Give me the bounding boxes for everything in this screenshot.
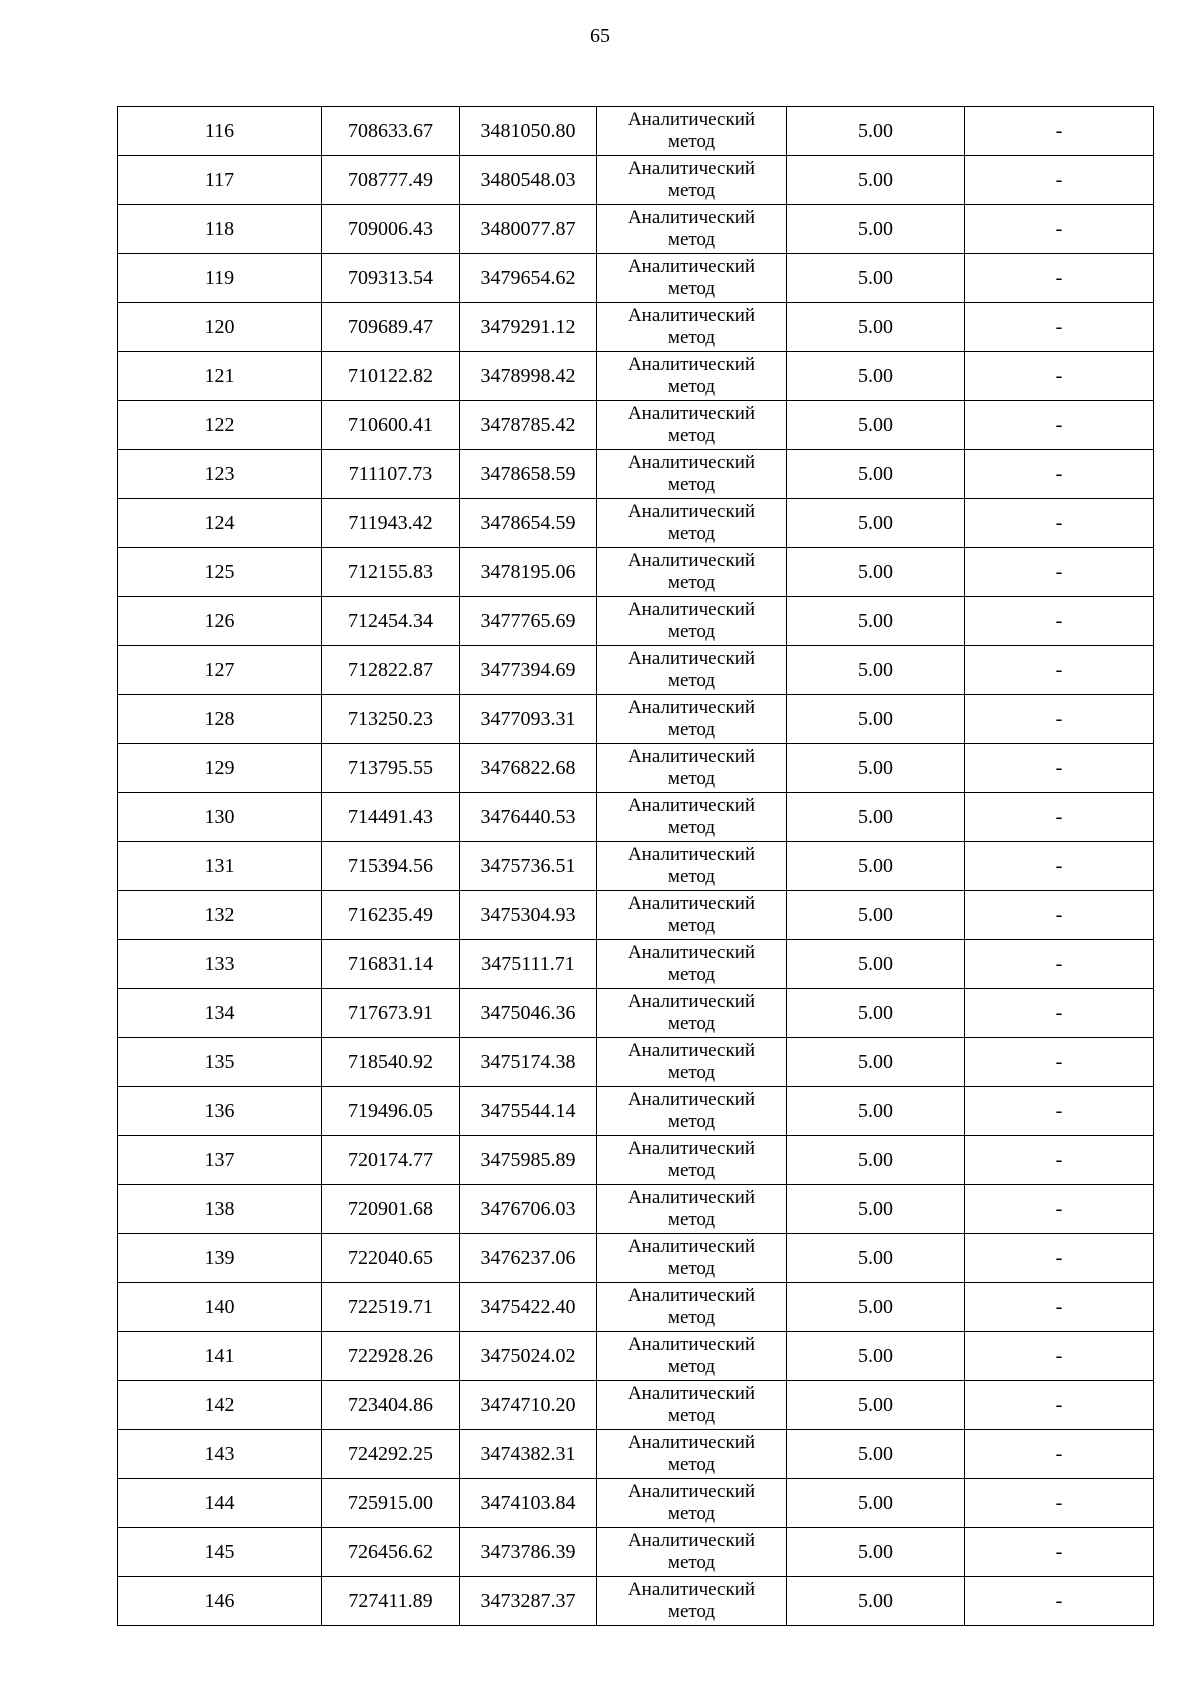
accuracy-cell: 5.00: [787, 1332, 965, 1381]
table-row: [118, 793, 1154, 842]
note-cell: -: [965, 695, 1154, 744]
method-cell: [597, 989, 787, 1038]
note-cell: -: [965, 1381, 1154, 1430]
accuracy-cell: 5.00: [787, 352, 965, 401]
method-line-2: метод: [667, 768, 716, 789]
accuracy-cell: 5.00: [787, 254, 965, 303]
x-coordinate-cell: 711107.73: [322, 450, 460, 499]
x-coordinate-cell: 708633.67: [322, 107, 460, 156]
table-row: [118, 1038, 1154, 1087]
note-cell: -: [965, 646, 1154, 695]
table-row: [118, 1185, 1154, 1234]
table-row: [118, 1087, 1154, 1136]
method-line-2: метод: [667, 327, 716, 348]
method-cell: [597, 1577, 787, 1626]
note-cell: -: [965, 401, 1154, 450]
method-line-1: Аналитический: [627, 1432, 756, 1453]
x-coordinate-cell: 714491.43: [322, 793, 460, 842]
x-coordinate-cell: 720174.77: [322, 1136, 460, 1185]
accuracy-cell: 5.00: [787, 1430, 965, 1479]
note-cell: -: [965, 1087, 1154, 1136]
note-cell: -: [965, 597, 1154, 646]
method-cell: [597, 1087, 787, 1136]
point-number-cell: 141: [118, 1332, 322, 1381]
accuracy-cell: 5.00: [787, 989, 965, 1038]
table-row: [118, 548, 1154, 597]
method-line-1: Аналитический: [627, 746, 756, 767]
method-cell: [597, 450, 787, 499]
table-row: [118, 156, 1154, 205]
table-row: [118, 254, 1154, 303]
method-cell: [597, 1528, 787, 1577]
method-line-2: метод: [667, 621, 716, 642]
y-coordinate-cell: 3478654.59: [460, 499, 597, 548]
x-coordinate-cell: 722928.26: [322, 1332, 460, 1381]
y-coordinate-cell: 3479654.62: [460, 254, 597, 303]
point-number-cell: 127: [118, 646, 322, 695]
point-number-cell: 123: [118, 450, 322, 499]
point-number-cell: 116: [118, 107, 322, 156]
y-coordinate-cell: 3477394.69: [460, 646, 597, 695]
y-coordinate-cell: 3475046.36: [460, 989, 597, 1038]
method-line-1: Аналитический: [627, 991, 756, 1012]
coordinates-table-body: [118, 107, 1154, 1626]
method-cell: [597, 254, 787, 303]
method-line-2: метод: [667, 1356, 716, 1377]
accuracy-cell: 5.00: [787, 1087, 965, 1136]
method-line-2: метод: [667, 866, 716, 887]
page-number: 65: [590, 25, 610, 47]
method-cell: [597, 1283, 787, 1332]
table-row: [118, 303, 1154, 352]
y-coordinate-cell: 3473786.39: [460, 1528, 597, 1577]
y-coordinate-cell: 3475024.02: [460, 1332, 597, 1381]
x-coordinate-cell: 715394.56: [322, 842, 460, 891]
method-line-2: метод: [667, 1258, 716, 1279]
note-cell: -: [965, 1038, 1154, 1087]
method-line-1: Аналитический: [627, 1334, 756, 1355]
accuracy-cell: 5.00: [787, 548, 965, 597]
method-line-2: метод: [667, 523, 716, 544]
accuracy-cell: 5.00: [787, 499, 965, 548]
y-coordinate-cell: 3475422.40: [460, 1283, 597, 1332]
x-coordinate-cell: 713250.23: [322, 695, 460, 744]
point-number-cell: 129: [118, 744, 322, 793]
method-line-1: Аналитический: [627, 1138, 756, 1159]
y-coordinate-cell: 3474382.31: [460, 1430, 597, 1479]
table-row: [118, 891, 1154, 940]
note-cell: -: [965, 842, 1154, 891]
table-row: [118, 989, 1154, 1038]
table-row: [118, 940, 1154, 989]
y-coordinate-cell: 3476440.53: [460, 793, 597, 842]
method-cell: [597, 499, 787, 548]
x-coordinate-cell: 725915.00: [322, 1479, 460, 1528]
method-line-2: метод: [667, 670, 716, 691]
table-row: [118, 695, 1154, 744]
point-number-cell: 142: [118, 1381, 322, 1430]
point-number-cell: 124: [118, 499, 322, 548]
method-line-2: метод: [667, 1111, 716, 1132]
method-line-2: метод: [667, 817, 716, 838]
x-coordinate-cell: 723404.86: [322, 1381, 460, 1430]
accuracy-cell: 5.00: [787, 842, 965, 891]
method-line-2: метод: [667, 1503, 716, 1524]
point-number-cell: 144: [118, 1479, 322, 1528]
point-number-cell: 122: [118, 401, 322, 450]
method-line-1: Аналитический: [627, 1579, 756, 1600]
method-line-2: метод: [667, 1013, 716, 1034]
note-cell: -: [965, 1283, 1154, 1332]
point-number-cell: 143: [118, 1430, 322, 1479]
table-row: [118, 1528, 1154, 1577]
accuracy-cell: 5.00: [787, 156, 965, 205]
method-cell: [597, 401, 787, 450]
note-cell: -: [965, 1332, 1154, 1381]
point-number-cell: 131: [118, 842, 322, 891]
method-line-1: Аналитический: [627, 1383, 756, 1404]
y-coordinate-cell: 3475985.89: [460, 1136, 597, 1185]
note-cell: -: [965, 940, 1154, 989]
method-line-1: Аналитический: [627, 648, 756, 669]
table-row: [118, 744, 1154, 793]
note-cell: -: [965, 254, 1154, 303]
point-number-cell: 146: [118, 1577, 322, 1626]
accuracy-cell: 5.00: [787, 1185, 965, 1234]
table-row: [118, 646, 1154, 695]
accuracy-cell: 5.00: [787, 793, 965, 842]
y-coordinate-cell: 3474103.84: [460, 1479, 597, 1528]
method-cell: [597, 107, 787, 156]
coordinates-table: [117, 106, 1154, 1626]
method-cell: [597, 352, 787, 401]
table-row: [118, 1577, 1154, 1626]
x-coordinate-cell: 709313.54: [322, 254, 460, 303]
method-line-2: метод: [667, 1160, 716, 1181]
point-number-cell: 119: [118, 254, 322, 303]
method-line-2: метод: [667, 1209, 716, 1230]
point-number-cell: 132: [118, 891, 322, 940]
method-line-1: Аналитический: [627, 942, 756, 963]
method-line-2: метод: [667, 572, 716, 593]
x-coordinate-cell: 712822.87: [322, 646, 460, 695]
accuracy-cell: 5.00: [787, 1381, 965, 1430]
y-coordinate-cell: 3477765.69: [460, 597, 597, 646]
method-line-1: Аналитический: [627, 893, 756, 914]
table-row: [118, 205, 1154, 254]
table-row: [118, 401, 1154, 450]
method-cell: [597, 1381, 787, 1430]
method-cell: [597, 646, 787, 695]
y-coordinate-cell: 3476237.06: [460, 1234, 597, 1283]
accuracy-cell: 5.00: [787, 1528, 965, 1577]
point-number-cell: 128: [118, 695, 322, 744]
note-cell: -: [965, 450, 1154, 499]
method-cell: [597, 1479, 787, 1528]
method-cell: [597, 744, 787, 793]
note-cell: -: [965, 1479, 1154, 1528]
method-line-2: метод: [667, 425, 716, 446]
method-cell: [597, 156, 787, 205]
accuracy-cell: 5.00: [787, 1234, 965, 1283]
method-line-1: Аналитический: [627, 1089, 756, 1110]
accuracy-cell: 5.00: [787, 205, 965, 254]
y-coordinate-cell: 3473287.37: [460, 1577, 597, 1626]
x-coordinate-cell: 713795.55: [322, 744, 460, 793]
method-cell: [597, 891, 787, 940]
point-number-cell: 117: [118, 156, 322, 205]
accuracy-cell: 5.00: [787, 1577, 965, 1626]
x-coordinate-cell: 722519.71: [322, 1283, 460, 1332]
x-coordinate-cell: 710600.41: [322, 401, 460, 450]
table-row: [118, 842, 1154, 891]
note-cell: -: [965, 352, 1154, 401]
method-cell: [597, 842, 787, 891]
method-line-1: Аналитический: [627, 403, 756, 424]
y-coordinate-cell: 3478998.42: [460, 352, 597, 401]
point-number-cell: 134: [118, 989, 322, 1038]
method-line-2: метод: [667, 278, 716, 299]
method-line-2: метод: [667, 229, 716, 250]
method-line-1: Аналитический: [627, 697, 756, 718]
y-coordinate-cell: 3475544.14: [460, 1087, 597, 1136]
note-cell: -: [965, 744, 1154, 793]
note-cell: -: [965, 1185, 1154, 1234]
x-coordinate-cell: 718540.92: [322, 1038, 460, 1087]
method-cell: [597, 1038, 787, 1087]
method-line-2: метод: [667, 915, 716, 936]
point-number-cell: 120: [118, 303, 322, 352]
accuracy-cell: 5.00: [787, 940, 965, 989]
method-line-1: Аналитический: [627, 1187, 756, 1208]
accuracy-cell: 5.00: [787, 450, 965, 499]
method-line-1: Аналитический: [627, 550, 756, 571]
table-row: [118, 1430, 1154, 1479]
accuracy-cell: 5.00: [787, 1283, 965, 1332]
method-line-2: метод: [667, 964, 716, 985]
x-coordinate-cell: 716235.49: [322, 891, 460, 940]
accuracy-cell: 5.00: [787, 1038, 965, 1087]
method-line-2: метод: [667, 180, 716, 201]
table-row: [118, 499, 1154, 548]
y-coordinate-cell: 3478658.59: [460, 450, 597, 499]
method-line-1: Аналитический: [627, 452, 756, 473]
y-coordinate-cell: 3476706.03: [460, 1185, 597, 1234]
accuracy-cell: 5.00: [787, 597, 965, 646]
y-coordinate-cell: 3478195.06: [460, 548, 597, 597]
method-line-1: Аналитический: [627, 795, 756, 816]
method-line-1: Аналитический: [627, 1040, 756, 1061]
method-cell: [597, 548, 787, 597]
note-cell: -: [965, 548, 1154, 597]
x-coordinate-cell: 720901.68: [322, 1185, 460, 1234]
method-cell: [597, 695, 787, 744]
point-number-cell: 126: [118, 597, 322, 646]
method-line-2: метод: [667, 1405, 716, 1426]
accuracy-cell: 5.00: [787, 107, 965, 156]
x-coordinate-cell: 711943.42: [322, 499, 460, 548]
note-cell: -: [965, 205, 1154, 254]
method-cell: [597, 793, 787, 842]
method-line-1: Аналитический: [627, 1481, 756, 1502]
point-number-cell: 125: [118, 548, 322, 597]
x-coordinate-cell: 722040.65: [322, 1234, 460, 1283]
point-number-cell: 130: [118, 793, 322, 842]
accuracy-cell: 5.00: [787, 646, 965, 695]
method-line-2: метод: [667, 1454, 716, 1475]
method-cell: [597, 205, 787, 254]
x-coordinate-cell: 708777.49: [322, 156, 460, 205]
y-coordinate-cell: 3479291.12: [460, 303, 597, 352]
y-coordinate-cell: 3474710.20: [460, 1381, 597, 1430]
note-cell: -: [965, 989, 1154, 1038]
accuracy-cell: 5.00: [787, 401, 965, 450]
table-row: [118, 1234, 1154, 1283]
method-cell: [597, 303, 787, 352]
note-cell: -: [965, 499, 1154, 548]
method-line-1: Аналитический: [627, 844, 756, 865]
method-line-1: Аналитический: [627, 1236, 756, 1257]
x-coordinate-cell: 724292.25: [322, 1430, 460, 1479]
method-line-2: метод: [667, 1601, 716, 1622]
table-row: [118, 352, 1154, 401]
point-number-cell: 138: [118, 1185, 322, 1234]
note-cell: -: [965, 1430, 1154, 1479]
y-coordinate-cell: 3475111.71: [460, 940, 597, 989]
table-row: [118, 1283, 1154, 1332]
x-coordinate-cell: 709006.43: [322, 205, 460, 254]
x-coordinate-cell: 712155.83: [322, 548, 460, 597]
y-coordinate-cell: 3480077.87: [460, 205, 597, 254]
y-coordinate-cell: 3475736.51: [460, 842, 597, 891]
method-line-2: метод: [667, 131, 716, 152]
note-cell: -: [965, 891, 1154, 940]
method-cell: [597, 1332, 787, 1381]
note-cell: -: [965, 107, 1154, 156]
method-line-1: Аналитический: [627, 207, 756, 228]
table-row: [118, 1136, 1154, 1185]
note-cell: -: [965, 156, 1154, 205]
method-cell: [597, 1234, 787, 1283]
method-line-1: Аналитический: [627, 1530, 756, 1551]
method-line-2: метод: [667, 1307, 716, 1328]
point-number-cell: 118: [118, 205, 322, 254]
point-number-cell: 121: [118, 352, 322, 401]
y-coordinate-cell: 3476822.68: [460, 744, 597, 793]
note-cell: -: [965, 303, 1154, 352]
method-line-2: метод: [667, 1062, 716, 1083]
accuracy-cell: 5.00: [787, 1479, 965, 1528]
x-coordinate-cell: 710122.82: [322, 352, 460, 401]
point-number-cell: 145: [118, 1528, 322, 1577]
note-cell: -: [965, 1528, 1154, 1577]
accuracy-cell: 5.00: [787, 744, 965, 793]
accuracy-cell: 5.00: [787, 303, 965, 352]
y-coordinate-cell: 3477093.31: [460, 695, 597, 744]
method-line-1: Аналитический: [627, 1285, 756, 1306]
method-line-1: Аналитический: [627, 256, 756, 277]
y-coordinate-cell: 3475304.93: [460, 891, 597, 940]
method-line-2: метод: [667, 376, 716, 397]
point-number-cell: 133: [118, 940, 322, 989]
point-number-cell: 137: [118, 1136, 322, 1185]
method-cell: [597, 1136, 787, 1185]
method-line-1: Аналитический: [627, 109, 756, 130]
method-cell: [597, 940, 787, 989]
y-coordinate-cell: 3480548.03: [460, 156, 597, 205]
note-cell: -: [965, 1234, 1154, 1283]
method-line-1: Аналитический: [627, 599, 756, 620]
accuracy-cell: 5.00: [787, 891, 965, 940]
table-row: [118, 1381, 1154, 1430]
table-row: [118, 107, 1154, 156]
x-coordinate-cell: 719496.05: [322, 1087, 460, 1136]
y-coordinate-cell: 3481050.80: [460, 107, 597, 156]
table-row: [118, 1479, 1154, 1528]
point-number-cell: 139: [118, 1234, 322, 1283]
table-row: [118, 597, 1154, 646]
y-coordinate-cell: 3478785.42: [460, 401, 597, 450]
point-number-cell: 140: [118, 1283, 322, 1332]
note-cell: -: [965, 1136, 1154, 1185]
accuracy-cell: 5.00: [787, 1136, 965, 1185]
method-line-2: метод: [667, 1552, 716, 1573]
table-row: [118, 1332, 1154, 1381]
x-coordinate-cell: 712454.34: [322, 597, 460, 646]
method-cell: [597, 597, 787, 646]
x-coordinate-cell: 727411.89: [322, 1577, 460, 1626]
method-line-1: Аналитический: [627, 501, 756, 522]
x-coordinate-cell: 709689.47: [322, 303, 460, 352]
x-coordinate-cell: 717673.91: [322, 989, 460, 1038]
note-cell: -: [965, 1577, 1154, 1626]
table-row: [118, 450, 1154, 499]
point-number-cell: 135: [118, 1038, 322, 1087]
method-line-1: Аналитический: [627, 354, 756, 375]
note-cell: -: [965, 793, 1154, 842]
x-coordinate-cell: 726456.62: [322, 1528, 460, 1577]
point-number-cell: 136: [118, 1087, 322, 1136]
method-cell: [597, 1430, 787, 1479]
y-coordinate-cell: 3475174.38: [460, 1038, 597, 1087]
x-coordinate-cell: 716831.14: [322, 940, 460, 989]
method-line-1: Аналитический: [627, 158, 756, 179]
method-line-1: Аналитический: [627, 305, 756, 326]
method-line-2: метод: [667, 474, 716, 495]
method-cell: [597, 1185, 787, 1234]
method-line-2: метод: [667, 719, 716, 740]
accuracy-cell: 5.00: [787, 695, 965, 744]
